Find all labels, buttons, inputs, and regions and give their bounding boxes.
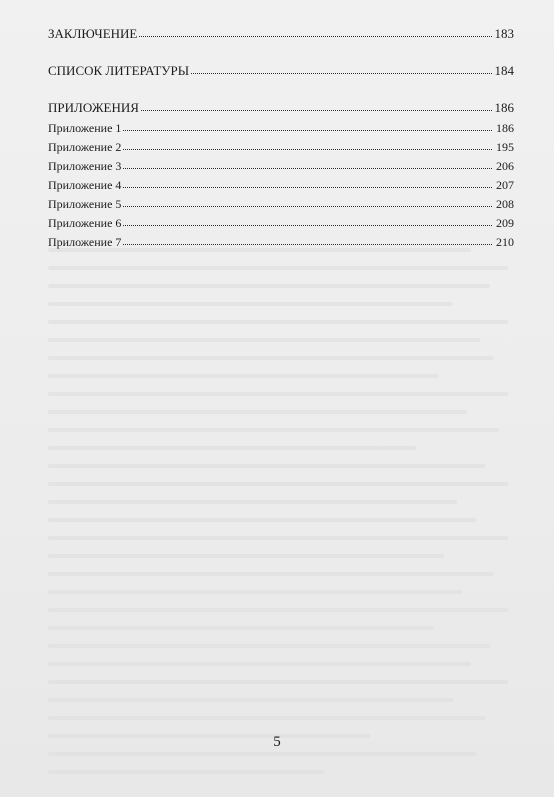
toc-entry-references[interactable] (48, 63, 514, 83)
toc-entry-label: ПРИЛОЖЕНИЯ (48, 100, 139, 115)
toc-entry-appendix-5[interactable] (48, 196, 514, 215)
toc-entry-label: Приложение 5 (48, 197, 122, 211)
toc-leader-dots (123, 176, 492, 188)
toc-entry-label: ЗАКЛЮЧЕНИЕ (48, 26, 138, 41)
toc-entry-page: 210 (496, 235, 514, 249)
table-of-contents (48, 26, 514, 253)
toc-leader-dots (123, 157, 492, 169)
show-through-text (48, 248, 508, 788)
toc-leader-dots (191, 62, 492, 74)
toc-leader-dots (123, 119, 492, 131)
toc-entry-page: 206 (496, 159, 514, 173)
toc-entry-appendix-6[interactable] (48, 215, 514, 234)
toc-entry-label: Приложение 4 (48, 178, 122, 192)
toc-entry-appendix-1[interactable] (48, 120, 514, 139)
toc-leader-dots (139, 25, 492, 37)
toc-entry-page: 195 (496, 140, 514, 154)
toc-entry-label: Приложение 6 (48, 216, 122, 230)
toc-entry-page: 186 (494, 100, 514, 115)
toc-entry-page: 208 (496, 197, 514, 211)
toc-entry-page: 186 (496, 121, 514, 135)
toc-entry-page: 184 (494, 63, 514, 78)
toc-entry-label: Приложение 1 (48, 121, 122, 135)
page-number: 5 (273, 734, 281, 750)
toc-entry-conclusion[interactable] (48, 26, 514, 46)
toc-entry-label: Приложение 7 (48, 235, 122, 249)
toc-entry-label: Приложение 3 (48, 159, 122, 173)
toc-entry-appendices[interactable] (48, 100, 514, 120)
toc-leader-dots (123, 214, 492, 226)
toc-leader-dots (123, 195, 492, 207)
toc-entry-label: СПИСОК ЛИТЕРАТУРЫ (48, 63, 190, 78)
toc-entry-appendix-3[interactable] (48, 158, 514, 177)
toc-entry-label: Приложение 2 (48, 140, 122, 154)
toc-entry-appendix-4[interactable] (48, 177, 514, 196)
toc-entry-page: 209 (496, 216, 514, 230)
toc-leader-dots (141, 99, 492, 111)
toc-leader-dots (123, 138, 492, 150)
toc-entry-page: 183 (494, 26, 514, 41)
toc-leader-dots (123, 233, 492, 245)
toc-entry-appendix-2[interactable] (48, 139, 514, 158)
toc-entry-appendix-7[interactable] (48, 234, 514, 253)
toc-entry-page: 207 (496, 178, 514, 192)
